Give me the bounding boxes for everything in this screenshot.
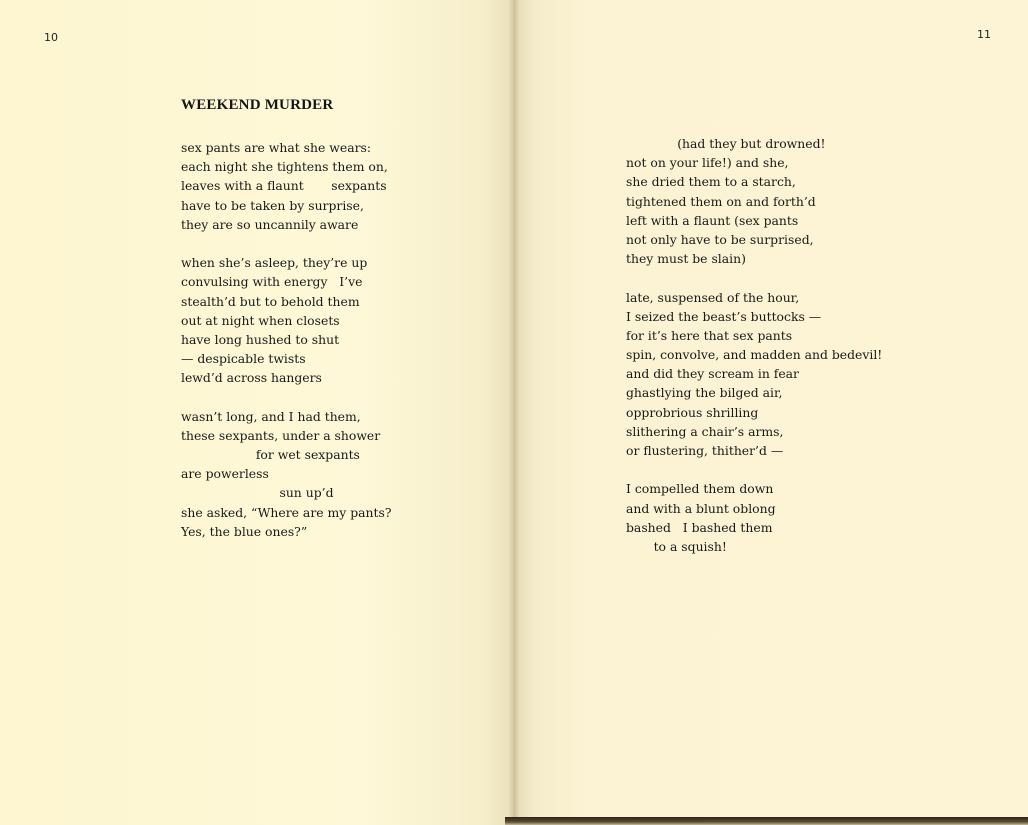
poem-right-column <box>626 134 882 556</box>
book-gutter <box>509 0 519 825</box>
poem-line: slithering a chair’s arms, <box>626 423 784 439</box>
stanza-break <box>181 234 391 253</box>
poem-line: for it’s here that sex pants <box>626 327 793 343</box>
poem-line: Yes, the blue ones?” <box>181 523 308 539</box>
poem-line: have long hushed to shut <box>181 331 340 347</box>
poem-line: convulsing with energy I’ve <box>181 274 363 290</box>
page-number-right: 11 <box>977 28 991 41</box>
poem-line: late, suspensed of the hour, <box>626 289 800 305</box>
stanza-break <box>626 460 882 479</box>
stanza-break <box>626 268 882 287</box>
poem-line: she dried them to a starch, <box>626 174 796 190</box>
poem-line: left with a flaunt (sex pants <box>626 212 799 228</box>
poem-line: (had they but drowned! <box>626 136 826 151</box>
poem-line: she asked, “Where are my pants? <box>181 504 392 520</box>
poem-line: they are so uncannily aware <box>181 216 359 232</box>
stanza-break <box>181 387 391 406</box>
poem-line: to a squish! <box>626 538 727 554</box>
poem-line: have to be taken by surprise, <box>181 197 364 213</box>
poem-line: for wet sexpants <box>181 447 360 462</box>
poem-line: I compelled them down <box>626 481 774 497</box>
poem-line: sun up’d <box>181 485 334 501</box>
poem-line: and did they scream in fear <box>626 366 799 382</box>
poem-line: sex pants are what she wears: <box>181 140 372 155</box>
poem-line: not only have to be surprised, <box>626 231 814 247</box>
poem-line: bashed I bashed them <box>626 519 773 535</box>
poem-line: leaves with a flaunt sexpants <box>181 178 387 194</box>
poem-line: when she’s asleep, they’re up <box>181 255 368 271</box>
poem-line: or flustering, thither’d — <box>626 443 784 458</box>
cover-edge <box>505 817 1028 825</box>
poem-line: tightened them on and forth’d <box>626 193 816 209</box>
poem-line: each night she tightens them on, <box>181 159 388 175</box>
poem-line: are powerless <box>181 466 269 482</box>
poem-line: lewd’d across hangers <box>181 370 322 386</box>
poem-line: I seized the beast’s buttocks — <box>626 308 822 324</box>
page-number-left: 10 <box>44 31 58 44</box>
poem-line: ghastlying the bilged air, <box>626 385 783 401</box>
poem-line: and with a blunt oblong <box>626 500 776 516</box>
poem-line: these sexpants, under a shower <box>181 427 381 443</box>
poem-line: they must be slain) <box>626 251 746 267</box>
poem-line: stealth’d but to behold them <box>181 293 360 309</box>
poem-line: out at night when closets <box>181 312 340 328</box>
poem-title: WEEKEND MURDER <box>181 97 334 113</box>
poem-line: not on your life!) and she, <box>626 155 789 171</box>
poem-line: spin, convolve, and madden and bedevil! <box>626 347 883 363</box>
poem-left-column <box>181 138 391 541</box>
poem-line: — despicable twists <box>181 351 306 367</box>
poem-line: wasn’t long, and I had them, <box>181 408 361 424</box>
poem-line: opprobrious shrilling <box>626 404 759 420</box>
